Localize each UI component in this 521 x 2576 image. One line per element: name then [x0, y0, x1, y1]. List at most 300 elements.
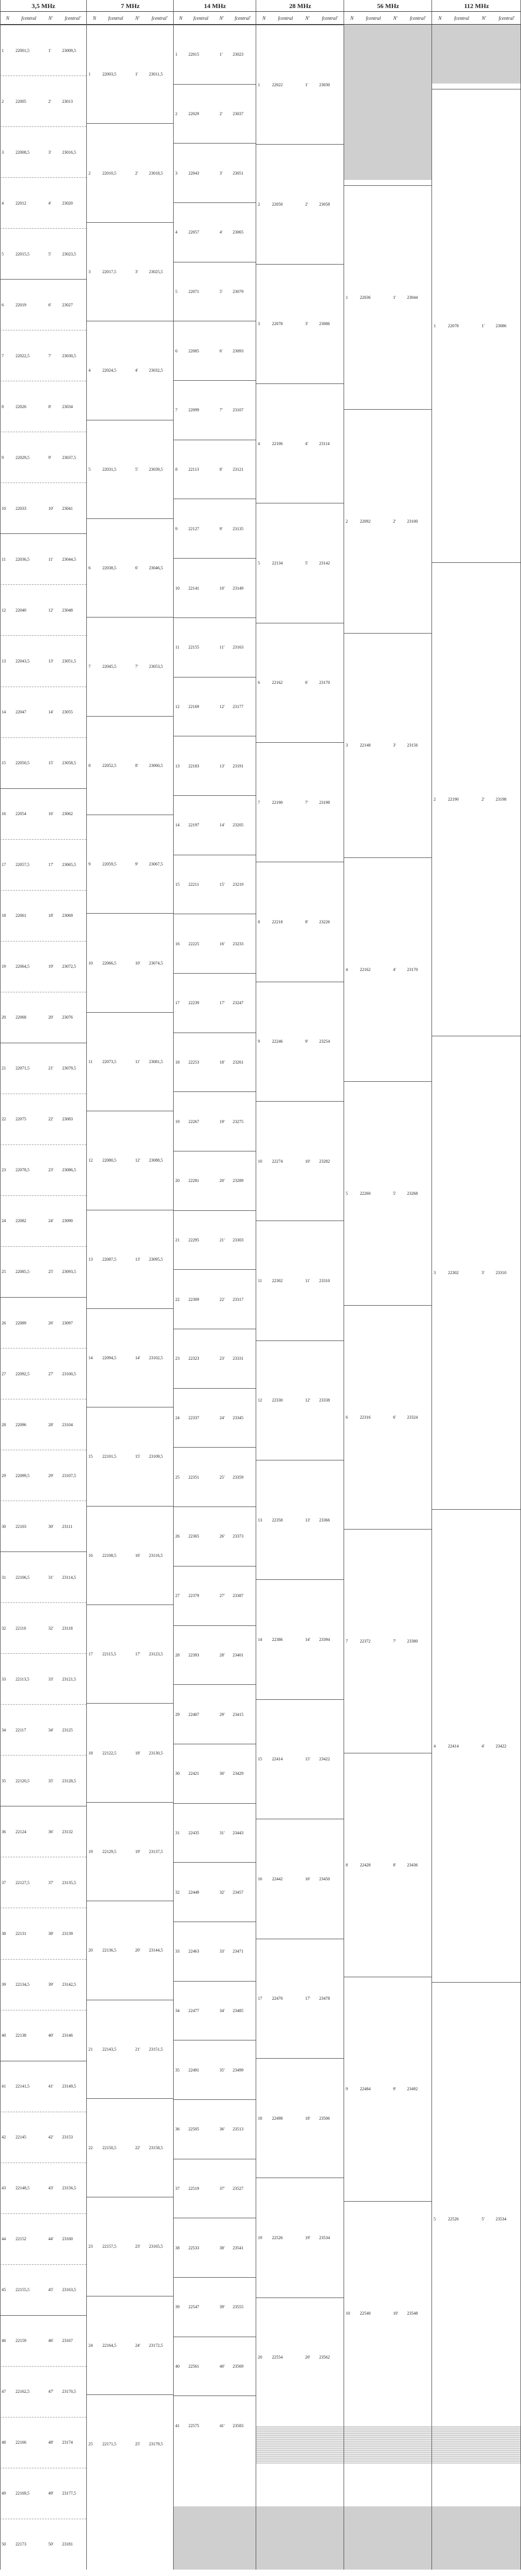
table-row [0, 1450, 86, 1501]
channel-number: 3 [434, 1270, 436, 1275]
paired-channel: 34' [219, 2008, 225, 2013]
paired-frequency: 23492 [407, 2087, 418, 2092]
table-row [432, 89, 520, 562]
paired-channel: 40' [48, 2033, 54, 2038]
paired-channel: 27' [219, 1593, 225, 1599]
paired-frequency: 23548 [407, 2310, 418, 2316]
paired-channel: 14' [48, 710, 54, 715]
paired-frequency: 23338 [319, 1398, 330, 1403]
paired-channel: 7' [135, 664, 138, 669]
paired-frequency: 23562 [319, 2355, 330, 2360]
center-frequency: 22365 [188, 1534, 199, 1539]
channel-number: 35 [2, 1778, 6, 1783]
center-frequency: 22547 [188, 2304, 199, 2310]
table-row [0, 2163, 86, 2213]
table-row [0, 1501, 86, 1551]
paired-channel: 15' [135, 1454, 140, 1459]
channel-number: 4 [258, 441, 260, 446]
paired-frequency: 23093 [233, 348, 244, 353]
center-frequency: 22211 [188, 882, 199, 887]
header-28-mhz: 28 MHz [256, 0, 344, 12]
paired-frequency: 23121 [233, 467, 244, 472]
paired-frequency: 23506 [319, 2115, 330, 2121]
channel-number: 26 [2, 1320, 6, 1325]
table-row [174, 795, 256, 855]
paired-channel: 9' [48, 455, 51, 460]
table-row [174, 2277, 256, 2337]
paired-channel: 22' [219, 1297, 225, 1302]
center-frequency: 22274 [272, 1158, 283, 1164]
table-row [174, 84, 256, 144]
table-row [0, 25, 86, 76]
paired-frequency: 23013 [62, 99, 73, 104]
paired-channel: 13' [135, 1256, 140, 1262]
table-row [0, 1195, 86, 1246]
paired-frequency: 23401 [233, 1652, 244, 1658]
paired-channel: 21' [48, 1066, 54, 1071]
channel-number: 42 [2, 2135, 6, 2140]
center-frequency: 22057 [188, 230, 199, 235]
unallocated-block [174, 2506, 256, 2570]
channel-number: 16 [175, 941, 180, 946]
column-28-mhz [256, 25, 344, 2570]
paired-frequency: 23429 [233, 1771, 244, 1776]
center-frequency: 22092,5 [15, 1371, 29, 1376]
paired-channel: 42' [48, 2135, 54, 2140]
paired-frequency: 23345 [233, 1415, 244, 1421]
paired-channel: 5' [219, 289, 223, 295]
center-frequency: 22138 [15, 2033, 26, 2038]
paired-channel: 3' [135, 269, 138, 274]
subheader-nprime: N' [305, 15, 310, 21]
center-frequency: 22059,5 [102, 862, 116, 867]
center-frequency: 22386 [272, 1637, 283, 1643]
channel-number: 3 [88, 269, 91, 274]
paired-frequency: 23146 [62, 2033, 73, 2038]
paired-channel: 13' [48, 658, 54, 664]
center-frequency: 22050 [272, 202, 283, 207]
channel-number: 20 [88, 1948, 93, 1953]
paired-frequency: 23153 [62, 2135, 73, 2140]
paired-frequency: 23415 [233, 1712, 244, 1717]
table-row [87, 1703, 173, 1802]
table-row [256, 25, 344, 144]
center-frequency: 22001,5 [15, 48, 29, 53]
channel-number: 34 [175, 2008, 180, 2013]
table-row [87, 1901, 173, 1999]
table-row [0, 2519, 86, 2570]
paired-channel: 19' [305, 2235, 310, 2240]
channel-number: 32 [2, 1625, 6, 1631]
channel-number: 1 [175, 52, 177, 57]
paired-channel: 20' [219, 1178, 225, 1184]
paired-frequency: 23478 [319, 1996, 330, 2001]
paired-channel: 45' [48, 2287, 54, 2293]
center-frequency: 22099 [188, 408, 199, 413]
channel-number: 11 [258, 1278, 262, 1284]
table-row [256, 2298, 344, 2417]
paired-channel: 7' [48, 353, 51, 358]
center-frequency: 22414 [448, 1743, 459, 1749]
table-row [0, 635, 86, 686]
paired-frequency: 23058 [319, 202, 330, 207]
paired-frequency: 23030 [319, 82, 330, 87]
channel-number: 39 [175, 2304, 180, 2310]
center-frequency: 22526 [272, 2235, 283, 2240]
paired-channel: 34' [48, 1727, 54, 1733]
paired-channel: 37' [219, 2186, 225, 2191]
center-frequency: 22379 [188, 1593, 199, 1599]
subheader-fc: fcentral [193, 15, 209, 21]
channel-number: 16 [258, 1876, 262, 1881]
paired-frequency: 23158,5 [148, 2145, 163, 2151]
paired-channel: 43' [48, 2186, 54, 2191]
paired-channel: 4' [393, 967, 396, 972]
channel-number: 8 [258, 920, 260, 925]
table-row [174, 1151, 256, 1210]
channel-number: 5 [175, 289, 177, 295]
table-row [0, 2112, 86, 2163]
center-frequency: 22078 [448, 323, 459, 328]
table-row [0, 2315, 86, 2366]
center-frequency: 22127,5 [15, 1880, 29, 1885]
channel-number: 8 [346, 1863, 348, 1868]
center-frequency: 22316 [360, 1414, 371, 1420]
table-row [0, 941, 86, 992]
channel-number: 30 [175, 1771, 180, 1776]
subheader-n: N [179, 15, 183, 21]
center-frequency: 22218 [272, 920, 283, 925]
paired-frequency: 23254 [319, 1039, 330, 1044]
center-frequency: 22152 [15, 2236, 26, 2242]
channel-number: 4 [175, 230, 177, 235]
center-frequency: 22031,5 [102, 466, 116, 472]
channel-number: 10 [88, 960, 93, 966]
paired-frequency: 23373 [233, 1534, 244, 1539]
paired-frequency: 23104 [62, 1422, 73, 1427]
paired-frequency: 23394 [319, 1637, 330, 1643]
center-frequency: 22407 [188, 1712, 199, 1717]
paired-frequency: 23303 [233, 1238, 244, 1243]
paired-frequency: 23086 [495, 323, 507, 328]
paired-frequency: 23074,5 [148, 960, 163, 966]
channel-number: 15 [2, 760, 6, 766]
table-row [0, 890, 86, 941]
channel-number: 20 [175, 1178, 180, 1184]
center-frequency: 22173 [15, 2542, 26, 2547]
table-row [87, 2197, 173, 2295]
center-frequency: 22442 [272, 1876, 283, 1881]
table-row [0, 2366, 86, 2417]
channel-number: 17 [175, 1000, 180, 1006]
paired-channel: 30' [48, 1524, 54, 1529]
paired-channel: 11' [135, 1059, 140, 1064]
center-frequency: 22094,5 [102, 1355, 116, 1361]
channel-number: 14 [258, 1637, 262, 1643]
subheader-n: N [93, 15, 96, 21]
table-row [344, 857, 431, 1081]
table-row [432, 1036, 520, 1509]
table-row [174, 1329, 256, 1388]
paired-frequency: 23114,5 [62, 1575, 76, 1580]
table-row [0, 2417, 86, 2468]
channel-number: 25 [2, 1269, 6, 1275]
center-frequency: 22145 [15, 2135, 26, 2140]
paired-frequency: 23095,5 [148, 1256, 163, 1262]
paired-frequency: 23310 [495, 1270, 507, 1275]
paired-frequency: 23044,5 [62, 556, 76, 562]
paired-frequency: 23436 [407, 1863, 418, 1868]
center-frequency: 22124 [15, 1829, 26, 1834]
table-row [174, 617, 256, 677]
paired-frequency: 23055 [62, 710, 73, 715]
paired-frequency: 23387 [233, 1593, 244, 1599]
center-frequency: 22015,5 [15, 251, 29, 257]
paired-channel: 35' [219, 2067, 225, 2073]
paired-frequency: 23067,5 [148, 862, 163, 867]
channel-number: 2 [88, 170, 91, 176]
channel-number: 36 [2, 1829, 6, 1834]
center-frequency: 22073,5 [102, 1059, 116, 1064]
paired-frequency: 23181 [62, 2542, 73, 2547]
paired-frequency: 23107,5 [62, 1473, 76, 1478]
center-frequency: 22045,5 [102, 664, 116, 669]
center-frequency: 22267 [188, 1119, 199, 1124]
table-row [344, 1753, 431, 1977]
table-row [87, 1407, 173, 1505]
table-row [344, 1529, 431, 1753]
table-row [174, 1033, 256, 1092]
channel-number: 6 [88, 566, 91, 571]
paired-frequency: 23086,5 [62, 1168, 76, 1173]
paired-channel: 15' [48, 760, 54, 766]
paired-channel: 33' [48, 1676, 54, 1682]
table-row [256, 1460, 344, 1579]
subheader-28 [256, 12, 344, 25]
center-frequency: 22066,5 [102, 960, 116, 966]
subheader-fcp: fcentral' [410, 15, 426, 21]
paired-frequency: 23247 [233, 1000, 244, 1006]
subheader-nprime: N' [393, 15, 398, 21]
channel-number: 20 [258, 2355, 262, 2360]
paired-channel: 36' [48, 1829, 54, 1834]
paired-frequency: 23072,5 [62, 964, 76, 969]
paired-frequency: 23142 [319, 561, 330, 566]
table-row [174, 25, 256, 84]
paired-channel: 16' [48, 811, 54, 817]
paired-channel: 24' [135, 2342, 140, 2348]
paired-channel: 17' [305, 1996, 310, 2001]
table-row [0, 1399, 86, 1450]
channel-number: 9 [346, 2087, 348, 2092]
table-row [0, 584, 86, 635]
center-frequency: 22372 [360, 1639, 371, 1644]
channel-number: 32 [175, 1889, 180, 1895]
paired-frequency: 23062 [62, 811, 73, 817]
channel-number: 18 [258, 2115, 262, 2121]
channel-number: 21 [88, 2046, 93, 2052]
paired-frequency: 23233 [233, 941, 244, 946]
table-row [174, 558, 256, 617]
paired-channel: 27' [48, 1371, 54, 1376]
channel-number: 16 [2, 811, 6, 817]
table-row [0, 2010, 86, 2061]
center-frequency: 22162 [360, 967, 371, 972]
channel-number: 17 [88, 1652, 93, 1657]
paired-channel: 20' [305, 2355, 310, 2360]
center-frequency: 22171,5 [102, 2442, 116, 2447]
channel-number: 44 [2, 2236, 6, 2242]
paired-frequency: 23261 [233, 1060, 244, 1065]
channel-number: 19 [258, 2235, 262, 2240]
table-row [0, 2061, 86, 2112]
paired-frequency: 23037 [233, 111, 244, 116]
unallocated-block [344, 25, 431, 180]
paired-frequency: 23457 [233, 1889, 244, 1895]
channel-number: 7 [2, 353, 4, 358]
table-row [0, 330, 86, 381]
paired-channel: 26' [48, 1320, 54, 1325]
paired-channel: 6' [393, 1414, 396, 1420]
paired-frequency: 23034 [62, 404, 73, 409]
channel-number: 1 [88, 72, 91, 77]
paired-frequency: 23121,5 [62, 1676, 76, 1682]
unallocated-block [432, 2506, 520, 2570]
paired-frequency: 23471 [233, 1949, 244, 1954]
column-56-mhz [344, 25, 432, 2570]
paired-frequency: 23177 [233, 704, 244, 709]
subheader-3-5 [0, 12, 87, 25]
paired-frequency: 23177,5 [62, 2491, 76, 2496]
paired-frequency: 23088,5 [148, 1158, 163, 1163]
table-row [174, 2099, 256, 2159]
paired-channel: 7' [393, 1639, 396, 1644]
subheader-56 [344, 12, 432, 25]
paired-channel: 1' [481, 323, 485, 328]
channel-number: 24 [2, 1218, 6, 1224]
paired-frequency: 23380 [407, 1639, 418, 1644]
paired-frequency: 23058,5 [62, 760, 76, 766]
channel-number: 33 [2, 1676, 6, 1682]
table-row [0, 1806, 86, 1857]
center-frequency: 22428 [360, 1863, 371, 1868]
channel-number: 14 [88, 1355, 93, 1361]
channel-number: 13 [2, 658, 6, 664]
center-frequency: 22085,5 [15, 1269, 29, 1275]
channel-number: 23 [2, 1168, 6, 1173]
paired-channel: 46' [48, 2338, 54, 2344]
center-frequency: 22036 [360, 295, 371, 300]
center-frequency: 22022 [272, 82, 283, 87]
center-frequency: 22101,5 [102, 1454, 116, 1459]
center-frequency: 22075 [15, 1117, 26, 1122]
paired-channel: 5' [135, 466, 138, 472]
center-frequency: 22110 [15, 1625, 26, 1631]
channel-number: 29 [175, 1712, 180, 1717]
center-frequency: 22012 [15, 200, 26, 206]
paired-frequency: 23009,5 [62, 48, 76, 53]
paired-channel: 5' [481, 2217, 485, 2222]
paired-channel: 13' [305, 1517, 310, 1523]
paired-frequency: 23583 [233, 2423, 244, 2428]
center-frequency: 22005 [15, 99, 26, 104]
channel-number: 7 [258, 800, 260, 805]
center-frequency: 22134 [272, 561, 283, 566]
center-frequency: 22358 [272, 1517, 283, 1523]
paired-frequency: 23137,5 [148, 1849, 163, 1854]
channel-number: 18 [175, 1060, 180, 1065]
paired-frequency: 23051,5 [62, 658, 76, 664]
paired-frequency: 23172,5 [148, 2342, 163, 2348]
center-frequency: 22190 [272, 800, 283, 805]
paired-channel: 17' [48, 862, 54, 868]
paired-channel: 12' [305, 1398, 310, 1403]
paired-channel: 17' [135, 1652, 140, 1657]
paired-frequency: 23165,5 [148, 2244, 163, 2249]
paired-frequency: 23219 [233, 882, 244, 887]
paired-channel: 12' [219, 704, 225, 709]
paired-frequency: 23093,5 [62, 1269, 76, 1275]
channel-number: 6 [346, 1414, 348, 1420]
table-row [256, 1939, 344, 2058]
table-row [256, 1340, 344, 1460]
table-row [0, 2213, 86, 2264]
paired-channel: 7' [305, 800, 308, 805]
paired-channel: 3' [305, 321, 308, 327]
center-frequency: 22036,5 [15, 556, 29, 562]
paired-channel: 28' [48, 1422, 54, 1427]
paired-frequency: 23083 [62, 1117, 73, 1122]
center-frequency: 22113,5 [15, 1676, 29, 1682]
paired-channel: 50' [48, 2542, 54, 2547]
channel-number: 14 [175, 823, 180, 828]
subheader-fcp: fcentral' [64, 15, 81, 21]
channel-number: 6 [175, 348, 177, 353]
table-row [87, 1111, 173, 1209]
paired-channel: 18' [219, 1060, 225, 1065]
table-row [87, 222, 173, 321]
channel-number: 12 [88, 1158, 93, 1163]
table-row [0, 1704, 86, 1755]
table-row [87, 2000, 173, 2098]
channel-number: 1 [258, 82, 260, 87]
paired-channel: 44' [48, 2236, 54, 2242]
paired-frequency: 23191 [233, 763, 244, 769]
hatched-block [344, 2426, 431, 2464]
paired-channel: 11' [219, 645, 225, 650]
table-row [87, 123, 173, 222]
table-row [256, 383, 344, 503]
paired-frequency: 23039,5 [148, 466, 163, 472]
hatched-block [432, 2426, 520, 2464]
table-row [174, 321, 256, 380]
center-frequency: 22323 [188, 1356, 199, 1361]
paired-channel: 19' [219, 1119, 225, 1124]
paired-channel: 2' [305, 202, 308, 207]
center-frequency: 22157,5 [102, 2244, 116, 2249]
paired-frequency: 23170,5 [62, 2389, 76, 2394]
table-row [0, 2264, 86, 2315]
paired-channel: 6' [48, 302, 51, 307]
channel-number: 18 [88, 1750, 93, 1756]
table-row [256, 264, 344, 383]
table-row [87, 2098, 173, 2197]
channel-number: 5 [434, 2217, 436, 2222]
channel-number: 9 [258, 1039, 260, 1044]
paired-channel: 15' [305, 1757, 310, 1762]
table-row [0, 1246, 86, 1297]
channel-number: 49 [2, 2491, 6, 2496]
